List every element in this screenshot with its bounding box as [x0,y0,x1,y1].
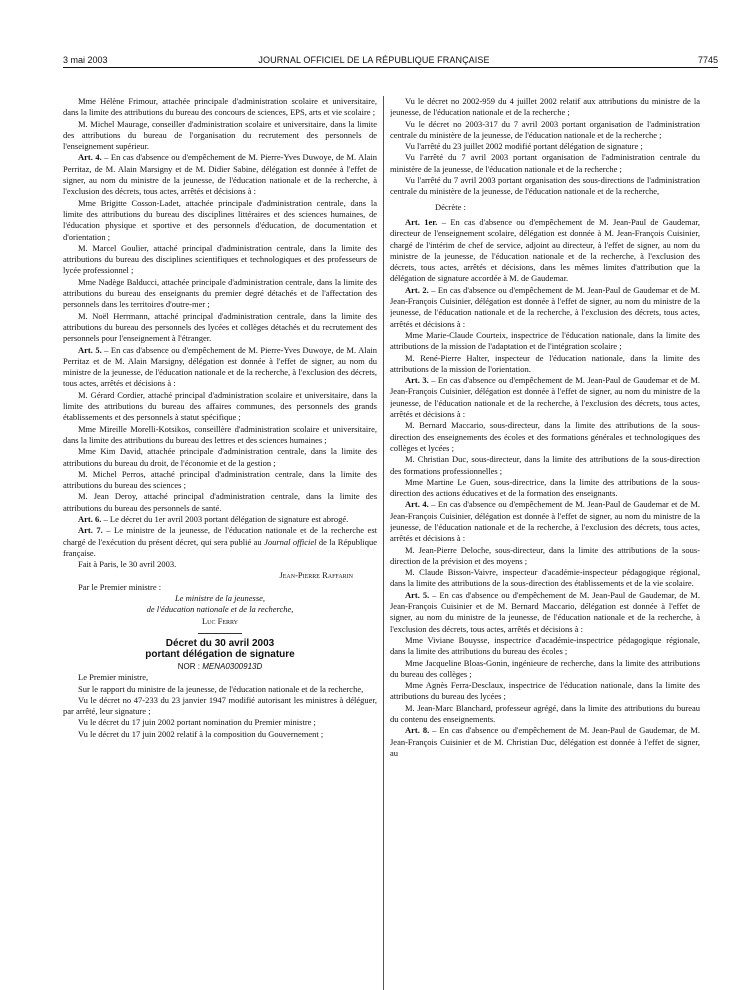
decrete-heading: Décrète : [435,201,466,212]
nor-reference [63,661,377,672]
article-label: Art. 8. [405,725,430,736]
article-label: Art. 1er. [405,216,438,227]
decree-title-line2: portant délégation de signature [145,649,295,661]
right-column [390,96,700,990]
visa: Vu le décret du 17 juin 2002 portant nomination du Premier ministre ; [78,717,316,728]
header-page-number: 7745 [697,55,718,65]
paragraph: M. Jean-Pierre Deloche, sous-directeur, dans la limite des attributions de la sous-direction de la prévision et des moyens ; [390,544,700,566]
decree-title-line1: Décret du 30 avril 2003 [165,637,275,649]
article-label: Art. 7. [78,525,103,536]
nor-code: MENA0300913D [202,661,263,671]
article-5 [63,345,377,390]
column-divider [383,96,384,990]
visa: Vu le décret no 2003-317 du 7 avril 2003 portant organisation de l'administration centrale du ministère de la jeunesse, de l'éducation nationale et de la recherche ; [390,118,700,140]
minister-title-line2: de l'éducation nationale et de la recherche, [146,604,294,615]
article-text: – Le décret du 1er avril 2003 portant délégation de signature est abrogé. [101,513,349,524]
visa: Vu l'arrêté du 7 avril 2003 portant organisation de l'administration centrale du ministère de la jeunesse, de l'éducation nationale et de la recherche ; [390,152,700,174]
article-label: Art. 4. [405,499,429,510]
paragraph: M. René-Pierre Halter, inspecteur de l'éducation nationale, dans la limite des attributions de la mission de l'orientation. [390,352,700,374]
header-journal-title: JOURNAL OFFICIEL DE LA RÉPUBLIQUE FRANÇAISE [258,55,490,65]
paragraph: M. Marcel Goulier, attaché principal d'administration centrale, dans la limite des attributions du bureau des disciplines scientifiques et technologiques et des professeurs de lycée professionnel ; [63,242,377,276]
article-text: – En cas d'absence ou d'empêchement de M. Jean-Paul de Gaudemar et de M. Jean-François Cuisinier, délégation est donnée à l'effet de signer, au nom du ministre de la jeunesse, de l'éducation nationale et de la recherche, à l'exclusion des décrets, tous actes, arrêtés et décisions à : [390,284,700,329]
article-text: – En cas d'absence ou d'empêchement de M. Pierre-Yves Duwoye, de M. Alain Perritaz, de M. Alain Marsigny et de M. Didier Sabine, délégation est donnée à l'effet de signer, au nom du ministre de la jeunesse, de l'éducation nationale et de la recherche, à l'exclusion des décrets, tous actes, arrêtés et décisions à : [63,152,377,197]
paragraph: Mme Nadège Balducci, attachée principale d'administration centrale, dans la limite des attributions du bureau des enseignants du premier degré détachés et de l'affectation des personnels dans les territoires d'outre-mer ; [63,276,377,310]
article-6 [63,514,377,525]
header-rule [63,67,718,68]
article-label: Art. 5. [405,589,430,600]
article-text: – En cas d'absence ou d'empêchement de M. Jean-Paul de Gaudemar, directeur de l'enseignement scolaire, délégation est donnée à M. Jean-François Cuisinier, chargé de l'intérim de chef de service, adjoint au directeur, à l'effet de signer, au nom du ministre de la jeunesse, de l'éducation nationale et de la recherche, à l'exclusion des décrets, tous actes, arrêtés et décisions, dans les mêmes limites d'attribution que la délégation de signature accordée à M. de Gaudemar. [390,216,700,284]
paragraph: Mme Martine Le Guen, sous-directrice, dans la limite des attributions de la sous-direction des actions éducatives et de la formation des enseignants. [390,476,700,499]
article-8 [390,725,700,759]
article-label: Art. 4. [78,152,102,163]
article-text: – Le ministre de la jeunesse, de l'éducation nationale et de la recherche est chargé de l'exécution du présent décret, qui sera publié au [63,525,377,547]
article-4 [63,152,377,197]
article-text: de la République française. [63,536,377,558]
page-header [0,0,748,68]
article-4 [390,499,700,544]
paragraph: Mme Kim David, attachée principale d'administration centrale, dans la limite des attributions du bureau du droit, de l'économie et de la gestion ; [63,446,377,468]
header-date: 3 mai 2003 [63,55,108,65]
article-label: Art. 3. [405,375,429,386]
visa: Vu le décret du 17 juin 2002 relatif à la composition du Gouvernement ; [78,728,324,739]
paragraph: Mme Brigitte Cosson-Ladet, attachée principale d'administration centrale, dans la limite des attributions du bureau des disciplines littéraires et des sciences humaines, de l'éducation physique et sportive et des personnels d'éducation, de documentation et d'orientation ; [63,197,377,242]
signer-minister: Luc Ferry [201,615,239,626]
signer-prime-minister: Jean-Pierre Raffarin [279,570,353,581]
paragraph: Mme Marie-Claude Courteix, inspectrice de l'éducation nationale, dans la limite des attributions de la mission de l'adaptation et de l'intégration scolaire ; [390,329,700,352]
article-label: Art. 2. [405,284,429,295]
paragraph: Le Premier ministre, [78,672,149,683]
article-text: – En cas d'absence ou d'empêchement de M. Pierre-Yves Duwoye, de M. Alain Perritaz et de M. Alain Marsigny, délégation est donnée à l'effet de signer, au nom du ministre de la jeunesse, de l'éducation nationale et de la recherche, à l'exclusion des décrets, tous actes, arrêtés et décisions à : [63,344,377,389]
article-3 [390,375,700,420]
par-le-premier-ministre: Par le Premier ministre : [78,581,162,592]
article-7 [63,525,377,559]
paragraph: Mme Viviane Bouysse, inspectrice d'académie-inspectrice pédagogique régionale, dans la limite des attributions du bureau des écoles ; [390,634,700,657]
section-divider [198,633,242,634]
left-column [63,96,377,990]
paragraph: Mme Jacqueline Bloas-Gonin, ingénieure de recherche, dans la limite des attributions du bureau des collèges ; [390,657,700,679]
visa: Vu le décret no 2002-959 du 4 juillet 2002 relatif aux attributions du ministre de la jeunesse, de l'éducation nationale et de la recherche ; [390,96,700,118]
paragraph: M. Jean Deroy, attaché principal d'administration centrale, dans la limite des attributions du bureau des personnels de santé. [63,491,377,513]
article-text: – En cas d'absence ou d'empêchement de M. Jean-Paul de Gaudemar, de M. Jean-François Cuisinier et de M. Bernard Maccario, délégation est donnée à l'effet de signer, au nom du ministre de la jeunesse, de l'éducation nationale et de la recherche, à l'exclusion des décrets, tous actes, arrêtés et décisions à : [390,589,700,634]
article-text: – En cas d'absence ou d'empêchement de M. Jean-Paul de Gaudemar et de M. Jean-François Cuisinier, délégation est donnée à l'effet de signer, au nom du ministre de la jeunesse, de l'éducation nationale et de la recherche, à l'exclusion des décrets, tous actes, arrêtés et décisions à : [390,499,700,544]
visa: Vu l'arrêté du 7 avril 2003 portant organisation des sous-directions de l'administration centrale du ministère de la jeunesse, de l'éducation nationale et de la recherche, [390,175,700,197]
article-label: Art. 6. [78,513,102,524]
paragraph: M. Jean-Marc Blanchard, professeur agrégé, dans la limite des attributions du bureau du contenu des enseignements. [390,702,700,725]
visa: Vu le décret no 47-233 du 23 janvier 1947 modifié autorisant les ministres à déléguer, par arrêté, leur signature ; [63,694,377,717]
paragraph: M. Michel Perros, attaché principal d'administration centrale, dans la limite des attributions du bureau des sciences ; [63,468,377,491]
paragraph: M. Noël Herrmann, attaché principal d'administration centrale, dans la limite des attributions du bureau des personnels des lycées et collèges détachés et du recrutement des personnels pour l'enseignement à l'étranger. [63,310,377,344]
minister-title-line1: Le ministre de la jeunesse, [174,593,266,604]
article-5 [390,590,700,635]
paragraph: M. Gérard Cordier, attaché principal d'administration scolaire et universitaire, dans la limite des attributions du bureau des affaires communes, des personnels des grands établissements et des personnels à statut spécifique ; [63,389,377,423]
article-label: Art. 5. [78,344,102,355]
paragraph: Mme Agnès Ferra-Desclaux, inspectrice de l'éducation nationale, dans la limite des attributions du bureau des lycées ; [390,680,700,702]
paragraph: Mme Hélène Frimour, attachée principale d'administration scolaire et universitaire, dans la limite des attributions du bureau des concours de sciences, EPS, arts et vie scolaire ; [63,96,377,118]
article-text: – En cas d'absence ou d'empêchement de M. Jean-Paul de Gaudemar et de M. Jean-François Cuisinier, délégation est donnée à l'effet de signer, au nom du ministre de la jeunesse, de l'éducation nationale et de la recherche, à l'exclusion des décrets, tous actes, arrêtés et décisions à : [390,375,700,420]
paragraph: M. Michel Maurage, conseiller d'administration scolaire et universitaire, dans la limite des attributions du bureau de l'organisation du recrutement des personnels de l'enseignement supérieur. [63,118,377,152]
journal-officiel-italic: Journal officiel [264,536,317,547]
paragraph: M. Claude Bisson-Vaivre, inspecteur d'académie-inspecteur pédagogique régional, dans la limite des attributions de la sous-direction des établissements et de la vie scolaire. [390,567,700,589]
paragraph: M. Christian Duc, sous-directeur, dans la limite des attributions de la sous-direction des formations professionnelles ; [390,454,700,476]
paragraph: M. Bernard Maccario, sous-directeur, dans la limite des attributions de la sous-direction des enseignements des écoles et des formations générales et technologiques des collèges et lycées ; [390,420,700,453]
article-text: – En cas d'absence ou d'empêchement de M. Jean-Paul de Gaudemar, de M. Jean-François Cuisinier et de M. Christian Duc, délégation est donnée à l'effet de signer, au [390,725,700,758]
paragraph: Mme Mireille Morelli-Kotsikos, conseillère d'administration scolaire et universitaire, dans la limite des attributions du bureau des lettres et des sciences humaines ; [63,423,377,445]
visa: Sur le rapport du ministre de la jeunesse, de l'éducation nationale et de la recherche, [78,683,364,694]
article-1 [390,217,700,285]
nor-label: NOR : [177,661,203,671]
fait-a-paris: Fait à Paris, le 30 avril 2003. [78,559,177,570]
article-2 [390,285,700,330]
visa: Vu l'arrêté du 23 juillet 2002 modifié portant délégation de signature ; [405,141,643,152]
